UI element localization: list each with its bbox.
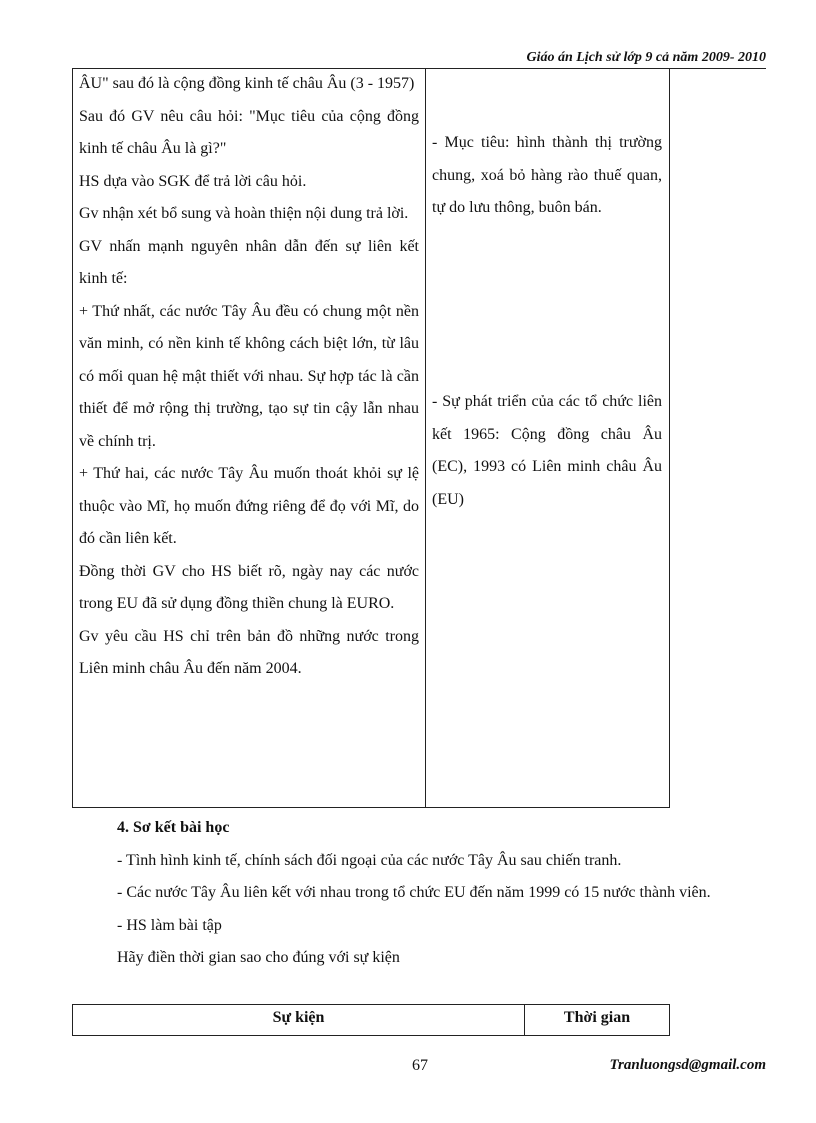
summary-line-4: Hãy điền thời gian sao cho đúng với sự kiện: [117, 949, 400, 966]
lesson-summary: [79, 812, 767, 975]
teacher-student-activity-column: [79, 68, 419, 686]
summary-line-3: - HS làm bài tập: [117, 916, 222, 934]
summary-line-2: - Các nước Tây Âu liên kết với nhau trong tổ chức EU đến năm 1999 có 15 nước thành viên.: [117, 884, 711, 901]
left-paragraph-4: Gv nhận xét bổ sung và hoàn thiện nội dung trả lời.: [79, 205, 409, 222]
left-paragraph-5: GV nhấn mạnh nguyên nhân dẫn đến sự liên kết kinh tế:: [79, 237, 419, 287]
exercise-header-event: Sự kiện: [272, 1009, 325, 1026]
right-paragraph-2: - Sự phát triển của các tổ chức liên kết 1965: Cộng đồng châu Âu (EC), 1993 có Liên minh châu Âu (EU): [432, 393, 662, 508]
left-paragraph-3: HS dựa vào SGK để trả lời câu hỏi.: [79, 172, 307, 190]
left-paragraph-6: + Thứ nhất, các nước Tây Âu đều có chung một nền văn minh, có nền kinh tế không cách biệt lớn, từ lâu có mối quan hệ mật thiết với nhau. Sự hợp tác là cần thiết để mở rộng thị trường, tạo sự tin cậy lẫn nhau về chính trị.: [79, 302, 419, 450]
left-paragraph-7: + Thứ hai, các nước Tây Âu muốn thoát khỏi sự lệ thuộc vào Mĩ, họ muốn đứng riêng để đọ với Mĩ, do đó cần liên kết.: [79, 465, 419, 547]
document-header-title: Giáo án Lịch sử lớp 9 cả năm 2009- 2010: [526, 50, 766, 65]
right-paragraph-1: - Mục tiêu: hình thành thị trường chung, xoá bỏ hàng rào thuế quan, tự do lưu thông, buôn bán.: [432, 134, 662, 216]
footer-email: Tranluongsd@gmail.com: [609, 1057, 766, 1073]
left-paragraph-2: Sau đó GV nêu câu hỏi: "Mục tiêu của cộng đồng kinh tế châu Âu là gì?": [79, 107, 419, 157]
left-paragraph-8: Đồng thời GV cho HS biết rõ, ngày nay các nước trong EU đã sử dụng đồng thiền chung là EURO.: [79, 562, 419, 612]
exercise-table: [72, 1004, 670, 1036]
left-paragraph-1: ÂU" sau đó là cộng đồng kinh tế châu Âu (3 - 1957): [79, 75, 415, 92]
exercise-header-time: Thời gian: [563, 1009, 631, 1026]
left-paragraph-9: Gv yêu cầu HS chỉ trên bản đồ những nước trong Liên minh châu Âu đến năm 2004.: [79, 627, 419, 677]
column-divider: [425, 68, 426, 807]
page-number: 67: [412, 1057, 428, 1074]
summary-heading: 4. Sơ kết bài học: [117, 819, 230, 836]
summary-line-1: - Tình hình kinh tế, chính sách đối ngoại của các nước Tây Âu sau chiến tranh.: [117, 851, 622, 869]
lesson-table: [72, 68, 670, 808]
